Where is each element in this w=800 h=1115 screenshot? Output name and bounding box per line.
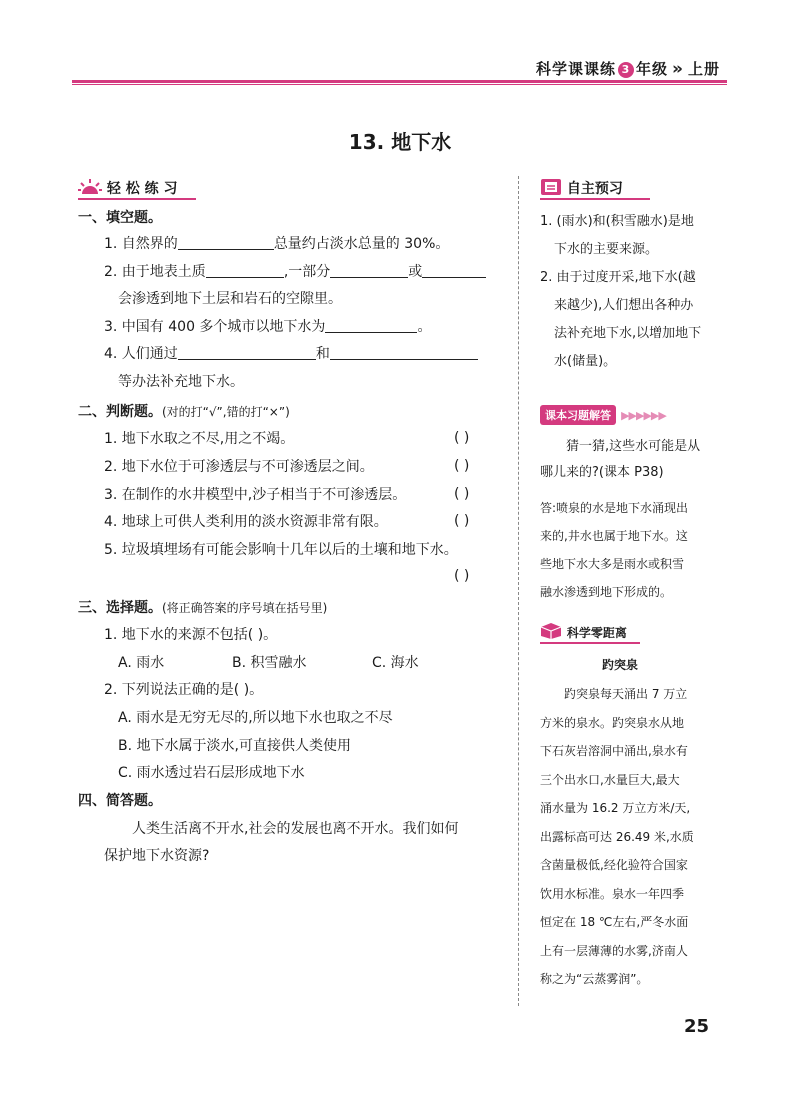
q1-text-a: 1. 自然界的 [104, 236, 178, 252]
section-preview-title: 自主预习 [566, 181, 623, 197]
double-chevron-icon: » [672, 59, 684, 79]
answer-blank[interactable] [325, 318, 417, 333]
q3-text-b: 。 [417, 319, 432, 335]
section-answers-banner [540, 404, 666, 425]
part2-heading-row [78, 403, 290, 421]
choice-option[interactable]: A. 雨水 [118, 655, 165, 671]
fill-question-2-cont: 会渗透到地下土层和岩石的空隙里。 [118, 291, 342, 307]
fill-question-3 [104, 318, 431, 336]
answer-blank[interactable] [206, 263, 284, 278]
q2-text-a: 2. 由于地表土质 [104, 264, 206, 280]
preview-line: 法补充地下水,以增加地下 [554, 326, 702, 341]
answer-paren[interactable]: ( ) [454, 486, 470, 502]
part2-note: (对的打“√”,错的打“×”) [162, 405, 290, 419]
section-practice-title: 轻 松 练 习 [106, 181, 178, 197]
section-science-underline [540, 642, 640, 644]
answer-blank[interactable] [330, 263, 408, 278]
choice-option[interactable]: C. 雨水透过岩石层形成地下水 [118, 765, 305, 781]
choice-question-2: 2. 下列说法正确的是( )。 [104, 682, 264, 698]
article-line: 方米的泉水。趵突泉水从地 [540, 715, 685, 730]
grade-number-badge: 3 [618, 62, 634, 78]
part4-heading: 四、简答题。 [78, 793, 162, 809]
fill-question-4-cont: 等办法补充地下水。 [118, 374, 244, 390]
answer-paren[interactable]: ( ) [454, 513, 470, 529]
part3-note: (将正确答案的序号填在括号里) [162, 601, 328, 615]
article-line: 含菌量极低,经化验符合国家 [540, 858, 688, 872]
choice-option[interactable]: B. 地下水属于淡水,可直接供人类使用 [118, 738, 351, 754]
part2-heading: 二、判断题。 [78, 404, 162, 420]
textbook-answer [540, 494, 688, 606]
choice-option[interactable]: C. 海水 [372, 655, 419, 671]
textbook-question [540, 434, 700, 486]
q1-text-b: 总量约占淡水总量的 30%。 [273, 236, 450, 252]
series-name: 科学课课练 [535, 60, 616, 78]
judge-item-2: 2. 地下水位于可渗透层与不可渗透层之间。 [104, 459, 374, 475]
question-line: 哪儿来的?(课本 P38) [540, 465, 664, 480]
choice-option[interactable]: A. 雨水是无穷无尽的,所以地下水也取之不尽 [118, 710, 393, 726]
judge-item-4: 4. 地球上可供人类利用的淡水资源非常有限。 [104, 514, 388, 530]
section-preview-underline [540, 198, 650, 200]
running-header [536, 58, 720, 79]
part3-heading-row [78, 599, 327, 617]
grade-label: 年级 [635, 60, 668, 78]
article-line: 涌水量为 16.2 万立方米/天, [540, 801, 691, 815]
section-science-title: 科学零距离 [566, 626, 627, 640]
answer-blank[interactable] [330, 345, 478, 360]
choice-option[interactable]: B. 积雪融水 [232, 655, 307, 671]
q4-text-a: 4. 人们通过 [104, 346, 178, 362]
preview-line: 下水的主要来源。 [554, 242, 659, 257]
header-rule-thin [72, 84, 727, 85]
answer-blank[interactable] [178, 345, 316, 360]
fill-question-4 [104, 345, 478, 363]
choice-question-1: 1. 地下水的来源不包括( )。 [104, 627, 278, 643]
answer-line: 些地下水大多是雨水或积雪 [540, 557, 685, 571]
answer-paren[interactable]: ( ) [454, 458, 470, 474]
essay-question-line2: 保护地下水资源? [104, 848, 210, 864]
page-number: 25 [684, 1016, 710, 1037]
answer-paren[interactable]: ( ) [454, 568, 470, 584]
article-body [540, 680, 694, 994]
article-title: 趵突泉 [601, 658, 638, 672]
q2-text-b: ,一部分 [283, 264, 331, 280]
article-line: 三个出水口,水量巨大,最大 [540, 772, 680, 787]
judge-item-1: 1. 地下水取之不尽,用之不竭。 [104, 431, 295, 447]
article-line: 出露标高可达 26.49 米,水质 [540, 829, 694, 844]
part1-heading: 一、填空题。 [78, 210, 162, 226]
q4-text-b: 和 [315, 346, 330, 362]
article-line: 下石灰岩溶洞中涌出,泉水有 [540, 744, 688, 758]
answer-paren[interactable]: ( ) [454, 430, 470, 446]
preview-text [540, 208, 701, 376]
volume-label: 上册 [687, 60, 720, 78]
article-line: 称之为“云蒸雾润”。 [540, 972, 649, 986]
section-preview-banner [540, 178, 623, 198]
judge-item-3: 3. 在制作的水井模型中,沙子相当于不可渗透层。 [104, 487, 407, 503]
page-title: 13. 地下水 [348, 130, 452, 154]
article-line: 上有一层薄薄的水雾,济南人 [540, 943, 688, 958]
question-line: 猜一猜,这些水可能是从 [566, 439, 701, 454]
arrows-icon: ▶▶▶▶▶▶ [621, 409, 666, 422]
preview-line: 1. (雨水)和(积雪融水)是地 [540, 214, 694, 229]
book-icon [540, 178, 562, 196]
fill-question-2 [104, 263, 486, 281]
q2-text-c: 或 [408, 264, 423, 280]
answer-line: 答:喷泉的水是地下水涌现出 [540, 501, 689, 515]
part3-heading: 三、选择题。 [78, 600, 162, 616]
answer-blank[interactable] [178, 235, 274, 250]
sun-icon [78, 178, 102, 196]
section-answers-title: 课本习题解答 [540, 405, 616, 425]
column-divider [518, 176, 519, 1006]
answer-line: 来的,井水也属于地下水。这 [540, 529, 688, 543]
fill-question-1 [104, 235, 449, 253]
section-practice-underline [78, 198, 196, 200]
article-line: 恒定在 18 ℃左右,严冬水面 [540, 915, 689, 929]
article-line: 饮用水标准。泉水一年四季 [540, 886, 685, 901]
answer-line: 融水渗透到地下形成的。 [540, 585, 673, 599]
section-science-banner [540, 622, 627, 641]
preview-line: 来越少),人们想出各种办 [554, 298, 694, 313]
section-practice-banner [78, 178, 178, 198]
article-line: 趵突泉每天涌出 7 万立 [564, 687, 688, 701]
box-icon [540, 622, 562, 640]
judge-item-5: 5. 垃圾填埋场有可能会影响十几年以后的土壤和地下水。 [104, 542, 458, 558]
preview-line: 2. 由于过度开采,地下水(越 [540, 270, 696, 285]
header-rule [72, 80, 727, 83]
essay-question-line1: 人类生活离不开水,社会的发展也离不开水。我们如何 [132, 821, 459, 837]
q3-text-a: 3. 中国有 400 多个城市以地下水为 [104, 319, 326, 335]
answer-blank[interactable] [422, 263, 486, 278]
preview-line: 水(储量)。 [554, 354, 617, 369]
